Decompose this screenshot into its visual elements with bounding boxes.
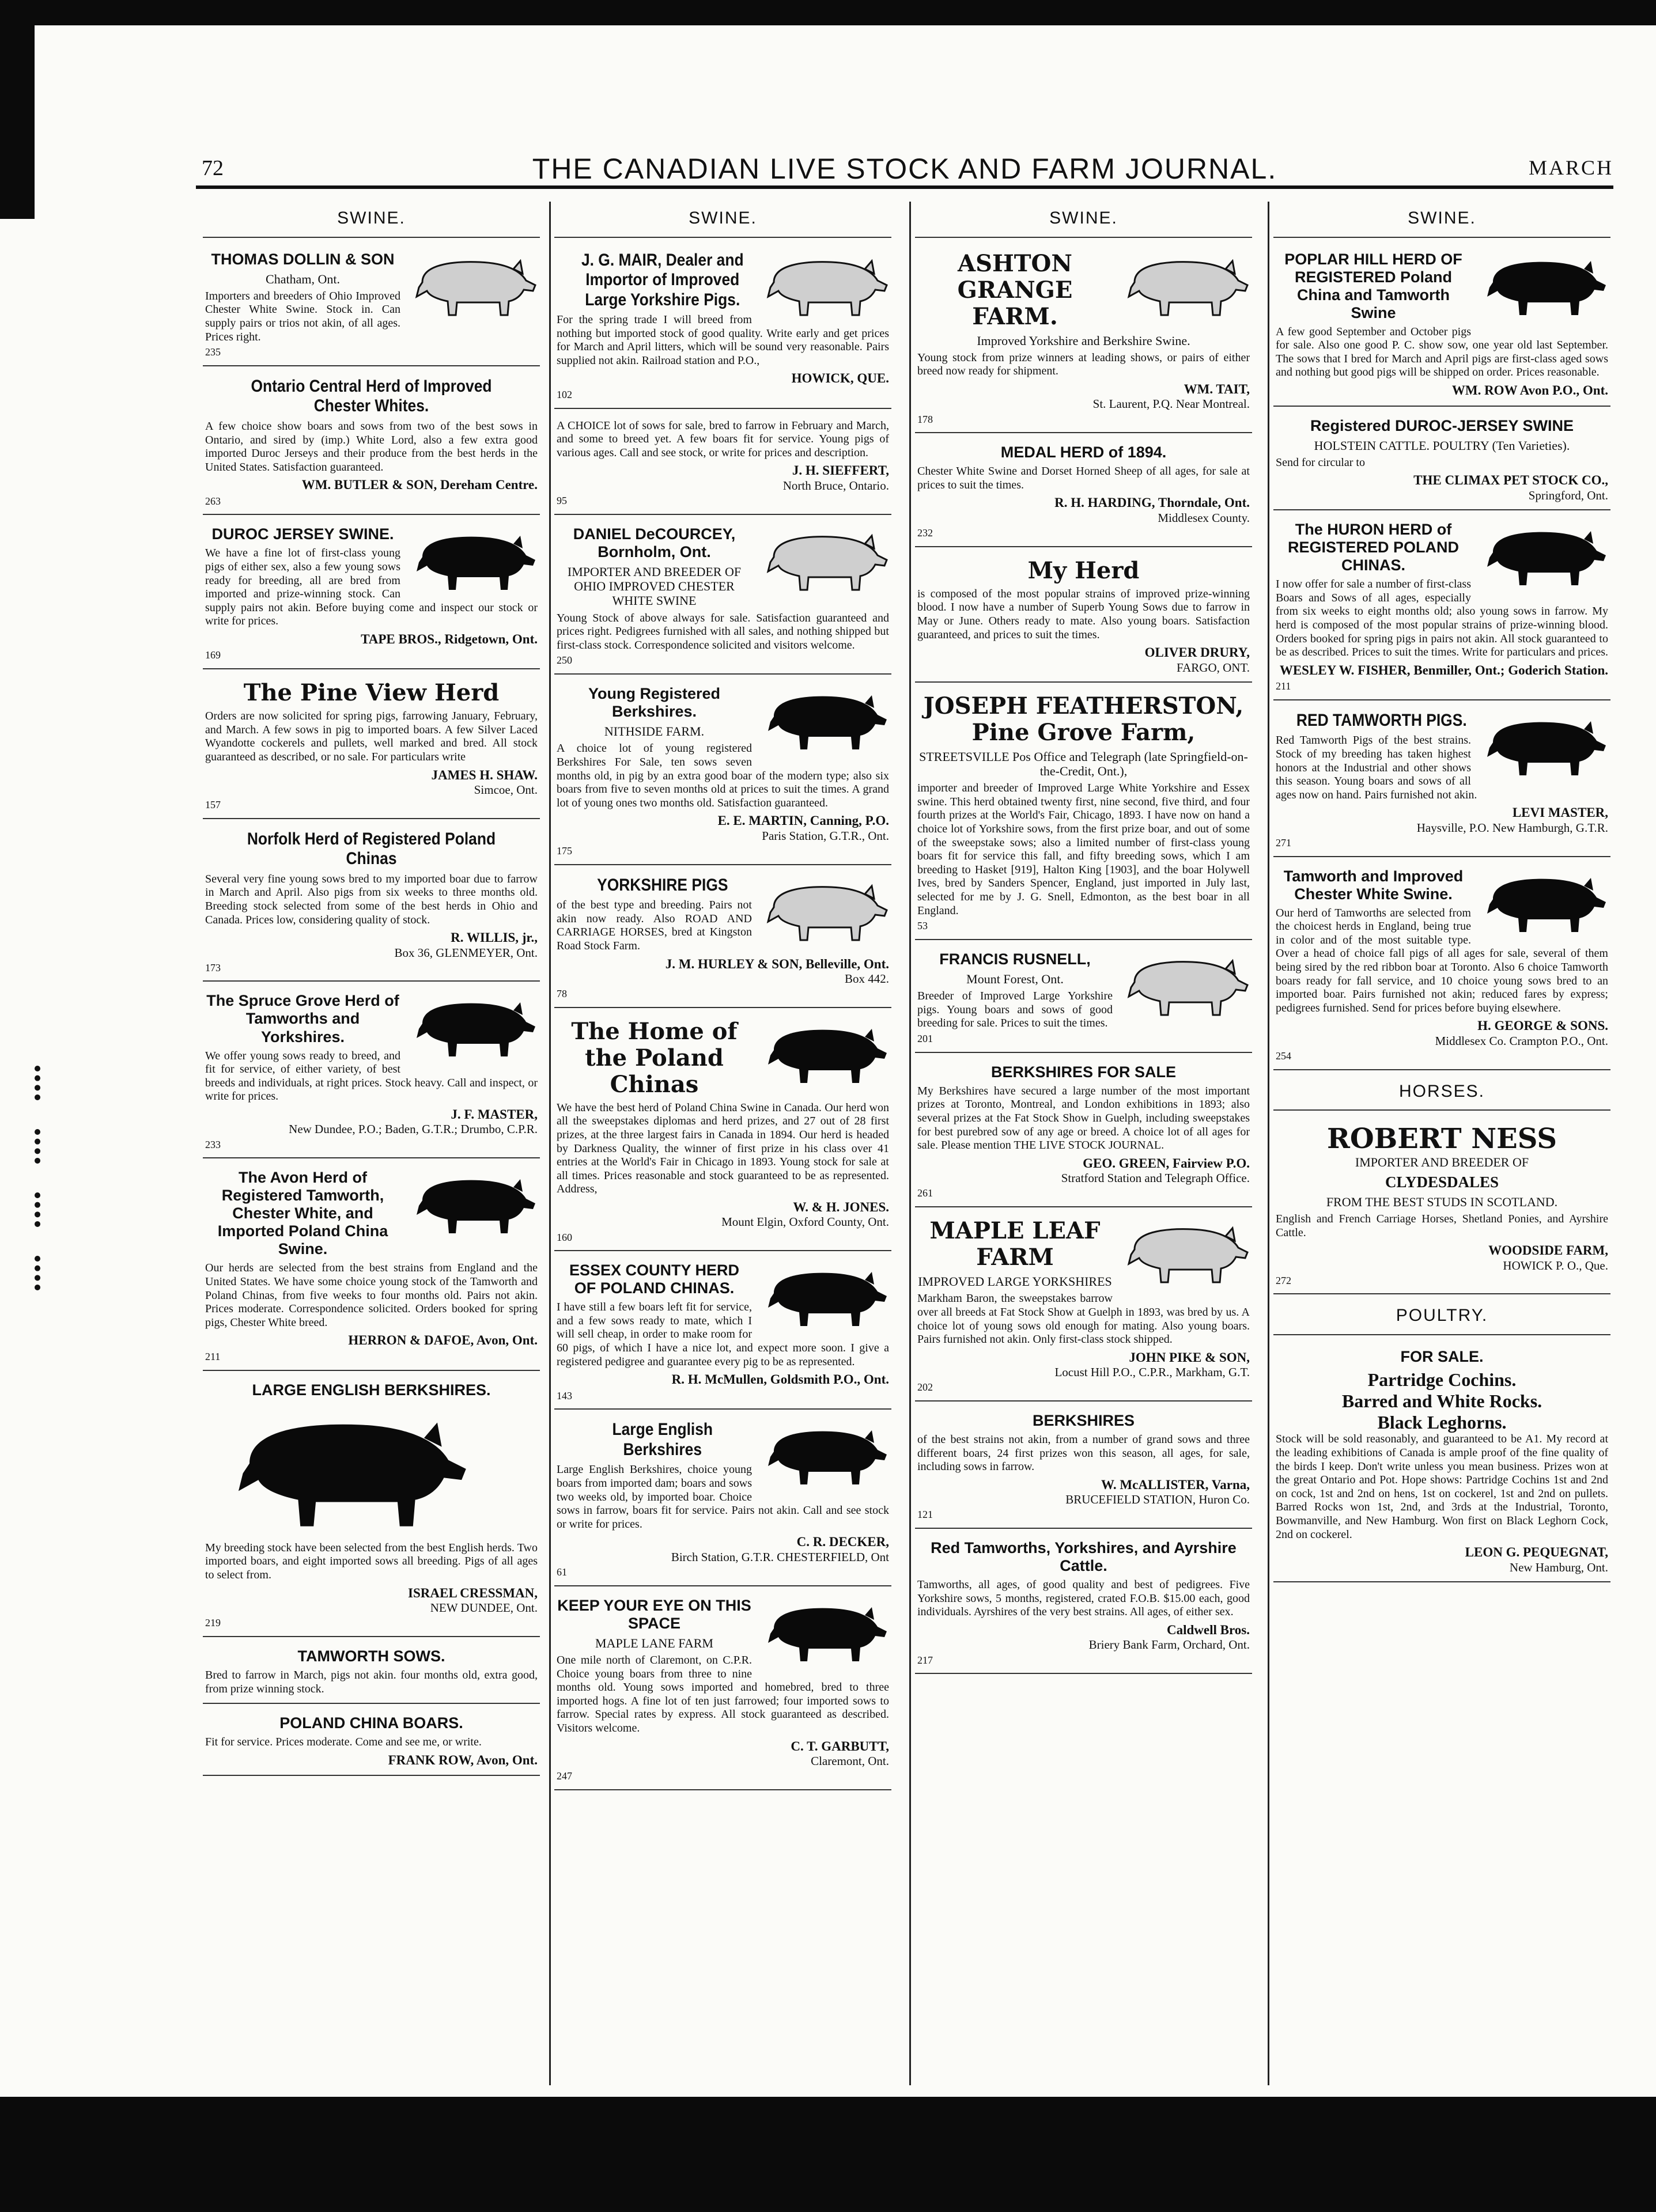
ad-block [915,1533,1252,1674]
section-heading: HORSES. [1273,1075,1610,1111]
ad-block [915,945,1252,1053]
advertiser-name: GEO. GREEN, Fairview P.O. [1083,1156,1250,1171]
pig-figure [757,1018,889,1090]
ad-title: The Avon Herd of Registered Tamworth, Chester White, and Imported Poland China Swine. [217,1169,388,1258]
ad-block [554,520,891,675]
poultry-line: Partridge Cochins. [1367,1369,1517,1391]
ad-subtitle: IMPORTER AND BREEDER OF [1355,1155,1529,1170]
pig-illustration [757,1262,889,1331]
pig-figure [405,251,538,323]
ad-title: Red Tamworths, Yorkshires, and Ayrshire Cattle. [931,1539,1237,1575]
pig-illustration [405,251,538,320]
advertiser-name: W. & H. JONES. [793,1199,889,1214]
ad-body-text: Red Tamworth Pigs of the best strains. Stock of my breeding has taken highest honors at the Industrial and other shows this season. Young boars and sows of all ages now on hand. Pairs furnished not akin. [1276,734,1477,801]
pig-figure [1117,251,1250,323]
advertiser-address: HOWICK P. O., Que. [1503,1258,1608,1272]
ad-number: 61 [557,1566,567,1578]
advertiser-name: LEON G. PEQUEGNAT, [1465,1545,1608,1560]
ad-title: FRANCIS RUSNELL, [939,950,1091,968]
ad-block [203,986,540,1158]
ad-number: 95 [557,494,567,506]
advertiser-name: WOODSIDE FARM, [1488,1243,1608,1258]
ad-title: POPLAR HILL HERD OF REGISTERED Poland China and Tamworth Swine [1284,250,1462,321]
pig-illustration [1476,868,1608,937]
ad-title: J. G. MAIR, Dealer and Importor of Improved Large Yorkshire Pigs. [581,250,744,309]
pig-figure [1117,1218,1250,1290]
ad-title: Young Registered Berkshires. [588,685,721,721]
pig-figure [757,525,889,597]
pig-figure [757,685,889,757]
pig-illustration [1476,521,1608,590]
ad-body-text: Chester White Swine and Dorset Horned Sheep of all ages, for sale at prices to suit the times. [917,465,1250,491]
ad-title: The Home of the Poland Chinas [571,1017,738,1098]
ad-body-text: Bred to farrow in March, pigs not akin. four months old, extra good, from prize winning stock. [205,1668,538,1695]
ad-body-text: importer and breeder of Improved Large White Yorkshire and Essex swine. This herd obtained twenty first, nine second, five third, and four fourth prizes at the World's Fair, Chicago, 1893. I have now on hand a choice lot of Yorkshire sows, from the first prize boar, and out of some of the sweepstake sows; also a limited number of first-class young boars fit for service this fall, and fifty breeding sows, which I am breeding to Hasket [919], Halton King [1903], and the boar Holywell Ives, bred by Sanders Spencer, England, just imported in July last, selected for me by J. G. Snell, Edmonton, as the best boar in all England. [917,782,1250,917]
advertiser-address: Stratford Station and Telegraph Office. [1061,1171,1250,1185]
ad-body-text: Our herds are selected from the best strains from England and the United States. We have some choice young stock of the Tamworth and Poland Chinas, from five weeks to four months old. Pairs not akin. Prices moderate. Correspondence solicited. Orders booked for spring pigs, Chester White breed. [205,1262,538,1329]
ad-title: Large English Berkshires [612,1420,713,1459]
ad-number: 178 [917,413,933,425]
advertiser-name: J. F. MASTER, [451,1107,538,1122]
ad-number: 211 [205,1350,221,1362]
section-heading: SWINE. [1273,202,1610,238]
ad-title: My Herd [1027,556,1140,584]
ad-body-text: Stock will be sold reasonably, and guaranteed to be A1. My record at the leading exhibitions of Canada is ample proof of the fine quality of the birds I keep. Don't write unless you mean business. Prizes won at the great Ontario and Pot. Hope shows: Partridge Cochins 1st and 2nd on cock, 1st and 2nd on hens, 1st on cockerel, 1st and 2nd on pullets. Barred Rocks won 1st, 2nd, and 3rds at the Industrial, Toronto, Bowmanville, and New Hamburg. Won first on Black Leghorn Cock, 2nd on cockerel. [1276,1433,1608,1541]
ad-title: LARGE ENGLISH BERKSHIRES. [252,1381,491,1399]
section-heading: POULTRY. [1273,1299,1610,1335]
ad-block [554,679,891,865]
ad-body-text: Our herd of Tamworths are selected from the choicest herds in England, being true in color and of the most suitable type. Over a head of choice fall pigs of all ages for sale, several of them being sired by the red ribbon boar at Toronto. Also 6 choice Tamworth boars ready for fall service, and 10 choice young sows bred to an imported boar. Pairs furnished not akin; reduced fares by express; pedigrees furnished. Send for prices before buying elsewhere. [1276,906,1608,1014]
ad-block [554,1256,891,1410]
pig-figure [1476,868,1608,940]
advertiser-name: R. WILLIS, jr., [451,930,538,945]
ad-title: YORKSHIRE PIGS [597,875,728,895]
advertiser-address: Claremont, Ont. [811,1754,889,1768]
ad-subtitle: HOLSTEIN CATTLE. POULTRY (Ten Varieties). [1314,438,1570,453]
column-4 [1273,202,1610,2085]
advertiser-name: TAPE BROS., Ridgetown, Ont. [361,632,538,647]
ad-number: 254 [1276,1050,1291,1062]
ad-body-text: of the best type and breeding. Pairs not akin now ready. Also ROAD AND CARRIAGE HORSES, bred at Kingston Road Stock Farm. [557,899,752,952]
ad-body-text: We have a fine lot of first-class young pigs of either sex, also a few young sows ready for breeding, all are bred from imported and prize-winning stock. Can supply pairs not akin. Before buying come and inspect our stock or write for prices. [205,547,538,628]
advertiser-name: C. R. DECKER, [796,1535,889,1550]
pig-figure [205,1403,538,1538]
ad-block [203,371,540,516]
poultry-line: Barred and White Rocks. [1341,1390,1542,1411]
ad-block [1273,245,1610,407]
ad-subtitle: IMPROVED LARGE YORKSHIRES [918,1274,1112,1289]
ad-body-text: My breeding stock have been selected from the best English herds. Two imported boars, and eight imported sows all breeding. Pigs of all ages to select from. [205,1541,538,1582]
ad-block [203,1642,540,1704]
pig-figure [1117,950,1250,1022]
ad-title: The Spruce Grove Herd of Tamworths and Yorkshires. [206,992,399,1046]
ad-block [203,1709,540,1776]
ad-title: JOSEPH FEATHERSTON, Pine Grove Farm, [923,692,1244,746]
pig-illustration [1117,251,1250,320]
ad-body-text: Send for circular to [1276,456,1365,469]
ad-subtitle: Chatham, Ont. [266,271,340,286]
ad-body-text: of the best strains not akin, from a number of grand sows and three different boars, 24 first prizes won this season, all ages, for sale, including sows in farrow. [917,1433,1250,1474]
ad-body-text: My Berkshires have secured a large number of the most important prizes at Toronto, Montreal, and London exhibitions in 1893; also several prizes at the Fat Stock Show in Guelph, including sweepstakes for best purebred sow of any age or breed. A choice lot of all ages for sale. Please mention THE LIVE STOCK JOURNAL. [917,1084,1250,1152]
ad-number: 211 [1276,680,1291,692]
pig-figure [405,1169,538,1241]
ad-number: 201 [917,1033,933,1045]
ad-body-text: Young Stock of above always for sale. Satisfaction guaranteed and prices right. Pedigrees furnished with all sales, and nothing shipped but first-class stock. Correspondence solicited and visitors welcome. [557,611,889,652]
ad-number: 219 [205,1617,221,1629]
advertiser-address: Mount Elgin, Oxford County, Ont. [721,1215,889,1229]
ad-from: FROM THE BEST STUDS IN SCOTLAND. [1326,1194,1558,1209]
advertiser-address: New Dundee, P.O.; Baden, G.T.R.; Drumbo, C.P.R. [289,1122,538,1137]
ad-body-text: I now offer for sale a number of first-class Boars and Sows of all ages, especially from six weeks to eight months old; also young sows in farrow. My herd is composed of the most popular strains of prize-winning blood. Orders booked for spring pigs in pairs not akin. All stock guaranteed to be as described. Prices to suit the times. Write for particulars and prices. [1276,578,1608,659]
advertiser-address: Briery Bank Farm, Orchard, Ont. [1088,1638,1250,1652]
ad-body-text: Large English Berkshires, choice young boars from imported dam; boars and sows two weeks old, by imported boar. Choice sows in farrow, boars fit for service. Pairs not akin. Call and see stock or write for prices. [557,1463,889,1531]
ad-title: Registered DUROC-JERSEY SWINE [1310,416,1574,434]
ad-block [203,1163,540,1370]
ad-block [554,1414,891,1586]
ad-number: 160 [557,1231,572,1243]
ad-title: ESSEX COUNTY HERD OF POLAND CHINAS. [569,1262,740,1297]
ad-number: 250 [557,654,572,666]
advertiser-name: HERRON & DAFOE, Avon, Ont. [348,1333,538,1348]
ad-title: FOR SALE. [1400,1347,1484,1365]
ad-body-text: Several very fine young sows bred to my imported boar due to farrow in March and April. Also pigs from six weeks to three months old. Breeding stock selected from some of the best herds in Ohio and Canada. Prices low, considering quality of stock. [205,872,538,926]
ad-block [203,1376,540,1637]
ad-number: 169 [205,649,221,661]
ad-number: 102 [557,388,572,400]
pig-illustration [1476,251,1608,320]
ad-subtitle: NITHSIDE FARM. [604,724,705,739]
ad-subtitle: Improved Yorkshire and Berkshire Swine. [977,333,1190,348]
ad-body-text: We have the best herd of Poland China Swine in Canada. Our herd won all the sweepstakes diplomas and herd prizes, and 27 out of 28 first prizes, at the three largest fairs in Canada in 1894. Our herd is headed by Darkness Quality, the winner of first prize in his class over 41 entries at the World's Fair in Chicago in 1893. Young stock for sale at all times. Prices reasonable and stock guaranteed to be as represented. Address, [557,1101,889,1196]
pig-figure [757,1597,889,1669]
advertiser-name: THE CLIMAX PET STOCK CO., [1413,473,1608,488]
ad-body-text: Importers and breeders of Ohio Improved Chester White Swine. Stock in. Can supply pairs or trios not akin, of all ages. Prices right. [205,289,400,343]
column-rule [549,202,551,2085]
ad-block [1273,705,1610,857]
ad-number: 271 [1276,836,1291,849]
ad-block [915,438,1252,547]
advertiser-address: St. Laurent, P.Q. Near Montreal. [1092,397,1250,411]
ad-body-text: A few choice show boars and sows from two of the best sows in Ontario, and sired by (imp.) White Lord, also a few extra good imported Duroc Jerseys and their produce from the best herds in the United States. Satisfaction guaranteed. [205,419,538,474]
pig-figure [757,1262,889,1334]
ad-number: 217 [917,1654,933,1666]
ad-block [1273,1118,1610,1294]
ad-title: POLAND CHINA BOARS. [279,1714,463,1732]
ad-block [1273,1342,1610,1582]
advertiser-name: ISRAEL CRESSMAN, [408,1585,538,1600]
ad-block [203,245,540,366]
advertiser-name: J. M. HURLEY & SON, Belleville, Ont. [665,956,889,971]
ad-body-text: Markham Baron, the sweepstakes barrow over all breeds at Fat Stock Show at Guelph in 1893, was bred by us. A choice lot of young sows old enough for mating. Also young boars. Pairs furnished not akin. Only first-class stock shipped. [917,1292,1250,1346]
pig-illustration [1117,1218,1250,1287]
ad-title: The HURON HERD of REGISTERED POLAND CHINAS. [1287,521,1460,574]
ad-body-text: is composed of the most popular strains of improved prize-winning blood. I now have a number of Superb Young Sows due to farrow in May or June. Others ready to mate. Also young boars. Satisfaction guaranteed, and prices to suit the times. [917,587,1250,641]
advertiser-name: JAMES H. SHAW. [431,767,538,782]
ad-body-text: For the spring trade I will breed from nothing but imported stock of good quality. Write early and get prices for March and April litters, which will be sound very reasonable. Pairs supplied not akin. Railroad station and P.O., [557,313,889,367]
scan-edge-left [0,0,35,219]
advertiser-address: FARGO, ONT. [1177,660,1250,675]
scan-edge-bottom [0,2097,1656,2212]
ad-block [1273,515,1610,700]
ad-title: Tamworth and Improved Chester White Swine. [1283,867,1464,903]
advertiser-name: OLIVER DRURY, [1144,645,1250,660]
ad-number: 261 [917,1187,933,1199]
ad-block [203,824,540,982]
advertiser-address: Middlesex Co. Crampton P.O., Ont. [1435,1033,1608,1048]
ad-block [915,1406,1252,1529]
pig-figure [1476,251,1608,323]
ad-body-text: A few good September and October pigs for sale. Also one good P. C. show sow, one year old last September. The sows that I bred for March and April pigs are first-class aged sows and nothing but good pigs will be shipped on order. Prices reasonable. [1276,325,1608,379]
column-rule [1268,202,1269,2085]
poultry-line: Black Leghorns. [1377,1411,1507,1433]
scan-edge-top [0,0,1656,25]
ad-body-text: Fit for service. Prices moderate. Come and see me, or write. [205,1736,482,1749]
column-3 [915,202,1252,2085]
column-1 [203,202,540,2085]
ad-title: DANIEL DeCOURCEY, Bornholm, Ont. [573,525,736,560]
pig-illustration [1117,950,1250,1020]
advertiser-address: North Bruce, Ontario. [782,478,889,493]
pig-figure [1476,521,1608,593]
ad-block [915,1058,1252,1207]
page-number: 72 [202,156,224,180]
column-2 [554,202,891,2085]
advertiser-name: WM. TAIT, [1184,381,1250,396]
ad-subtitle: IMPORTER AND BREEDER OF OHIO IMPROVED CHESTER WHITE SWINE [567,564,742,608]
advertiser-address: BRUCEFIELD STATION, Huron Co. [1065,1493,1250,1507]
advertiser-address: Middlesex County. [1158,510,1250,525]
ad-number: 53 [917,920,928,932]
margin-marks [35,1066,75,1296]
advertiser-name: C. T. GARBUTT, [791,1738,889,1753]
pig-figure [405,992,538,1064]
page-header [196,147,1613,185]
advertiser-name: E. E. MARTIN, Canning, P.O. [717,813,889,828]
section-heading: SWINE. [915,202,1252,238]
ad-number: 175 [557,844,572,857]
pig-illustration [757,525,889,594]
ad-body-text: Breeder of Improved Large Yorkshire pigs. Young boars and sows of good breeding for sale. Prices to suit the times. [917,990,1113,1030]
ad-number: 272 [1276,1274,1291,1286]
advertiser-name: Caldwell Bros. [1167,1622,1250,1637]
advertiser-address: Birch Station, G.T.R. CHESTERFIELD, Ont [671,1550,889,1564]
advertiser-name: R. H. HARDING, Thorndale, Ont. [1054,495,1250,510]
ad-title: BERKSHIRES [1032,1411,1135,1429]
pig-illustration [757,1597,889,1666]
ad-body-text: English and French Carriage Horses, Shetland Ponies, and Ayrshire Cattle. [1276,1213,1608,1239]
advertiser-address: NEW DUNDEE, Ont. [430,1601,538,1615]
ad-number: 235 [205,346,221,358]
ad-title: TAMWORTH SOWS. [297,1647,445,1665]
ad-title: Norfolk Herd of Registered Poland Chinas [247,829,496,869]
advertiser-name: LEVI MASTER, [1512,805,1608,820]
advertiser-name: JOHN PIKE & SON, [1129,1350,1250,1365]
advertiser-address: Box 442. [844,971,889,986]
ad-number: 247 [557,1770,572,1782]
header-rule [196,185,1613,189]
ad-body-text: We offer young sows ready to breed, and fit for service, of either variety, of best breeds and individuals, at right prices. Stock heavy. Call and inspect, or write for prices. [205,1049,538,1103]
advertiser-name: WM. ROW Avon P.O., Ont. [1451,383,1608,398]
ad-block [554,245,891,409]
ad-title: RED TAMWORTH PIGS. [1296,710,1467,730]
ad-breed: CLYDESDALES [1385,1173,1499,1191]
section-heading: SWINE. [554,202,891,238]
section-heading: SWINE. [203,202,540,238]
ad-block [554,1591,891,1790]
journal-title: THE CANADIAN LIVE STOCK AND FARM JOURNAL. [532,153,1277,185]
column-rule [909,202,911,2085]
pig-illustration [757,1018,889,1088]
ad-body-text: A choice lot of young registered Berkshires For Sale, ten sows seven months old, in pig by an extra good boar of the modern type; also six boars from five to seven months old at prices to suit the times. A grand lot of young ones two months old. Satisfaction guaranteed. [557,742,889,809]
ad-body-text: A CHOICE lot of sows for sale, bred to farrow in February and March, and some to breed yet. A few boars fit for service. Young pigs of various ages. Call and see stock, or write for prices and description. [557,419,889,459]
ad-number: 78 [557,988,567,1000]
ad-subtitle: Mount Forest, Ont. [966,971,1064,986]
ad-number: 232 [917,527,933,539]
ad-block [915,1212,1252,1402]
ad-block [203,674,540,819]
advertiser-name: HOWICK, QUE. [791,371,889,386]
ad-block [554,870,891,1008]
ad-title: ASHTON GRANGE FARM. [957,249,1073,330]
advertiser-name: WESLEY W. FISHER, Benmiller, Ont.; Goderich Station. [1279,662,1608,677]
ad-number: 202 [917,1381,933,1393]
ad-title: THOMAS DOLLIN & SON [211,250,395,268]
advertiser-name: W. McALLISTER, Varna, [1101,1477,1250,1492]
advertiser-address: Paris Station, G.T.R., Ont. [762,828,889,843]
ad-subtitle: MAPLE LANE FARM [595,1635,713,1650]
ad-number: 121 [917,1509,933,1521]
pig-illustration [405,1169,538,1238]
ad-title: ROBERT NESS [1326,1123,1557,1156]
ad-block [554,1013,891,1251]
ad-body-text: One mile north of Claremont, on C.P.R. Choice young boars from three to nine months old. Young sows imported and homebred, bred to three imported hogs. A fine lot of ten just farrowed; four imported sows to farrow. Special rates by express. All stock guaranteed as described. Visitors welcome. [557,1654,889,1734]
ad-title: The Pine View Herd [243,679,500,707]
pig-illustration [205,1403,482,1535]
advertiser-address: Box 36, GLENMEYER, Ont. [394,945,538,960]
issue-month: MARCH [1528,156,1613,179]
ad-number: 143 [557,1389,572,1402]
ad-block [203,520,540,669]
ad-block [1273,411,1610,511]
pig-illustration [757,685,889,754]
advertiser-address: New Hamburg, Ont. [1509,1560,1608,1574]
ad-title: KEEP YOUR EYE ON THIS SPACE [557,1596,751,1632]
ad-block [915,687,1252,940]
advertiser-name: WM. BUTLER & SON, Dereham Centre. [301,478,538,493]
advertiser-name: J. H. SIEFFERT, [792,463,889,478]
ad-block [1273,862,1610,1070]
advertiser-name: FRANK ROW, Avon, Ont. [388,1752,538,1767]
ad-number: 157 [205,799,221,811]
ad-block [915,552,1252,683]
ad-number: 263 [205,495,221,507]
advertiser-address: Springford, Ont. [1528,488,1608,502]
pig-illustration [405,992,538,1061]
ad-body-text: Tamworths, all ages, of good quality and best of pedigrees. Five Yorkshire sows, 5 months, registered, crated F.O.B. $15.00 each, good individuals. Ayrshires of the very best strains. All ages, of either sex. [917,1578,1250,1619]
ad-title: MEDAL HERD of 1894. [1000,444,1167,461]
ad-body-text: I have still a few boars left fit for service, and a few sows ready to mate, which I will sell cheap, in order to make room for 60 pigs, of which I have a nice lot, and expect more soon. I give a registered pedigree and guarantee every pig to be as represented. [557,1301,889,1368]
pig-figure [405,525,538,597]
advertiser-address: Locust Hill P.O., C.P.R., Markham, G.T. [1054,1365,1250,1380]
pig-illustration [405,525,538,594]
advertiser-address: Haysville, P.O. New Hamburgh, G.T.R. [1416,820,1608,835]
ad-title: DUROC JERSEY SWINE. [211,525,394,543]
ad-title: MAPLE LEAF FARM [929,1217,1101,1271]
ad-body-text: Young stock from prize winners at leading shows, or pairs of either breed now ready for shipment. [917,351,1250,378]
ad-title: BERKSHIRES FOR SALE [990,1063,1177,1081]
advertiser-name: H. GEORGE & SONS. [1477,1018,1608,1033]
ad-title: Ontario Central Herd of Improved Chester Whites. [251,376,492,416]
ad-body-text: Orders are now solicited for spring pigs, farrowing January, February, and March. A few sows in pig to imported boars. A few Silver Laced Wyandotte cockerels and pullets, well marked and bred. All stock guaranteed as described, or no sale. For particulars write [205,710,538,763]
advertiser-name: R. H. McMullen, Goldsmith P.O., Ont. [671,1372,889,1387]
ad-subtitle: STREETSVILLE Pos Office and Telegraph (late Springfield-on-the-Credit, Ont.), [919,749,1248,778]
advertiser-address: Simcoe, Ont. [474,782,538,797]
ad-number: 233 [205,1138,221,1150]
ad-block [915,245,1252,434]
ad-number: 173 [205,961,221,974]
ad-block [554,414,891,515]
